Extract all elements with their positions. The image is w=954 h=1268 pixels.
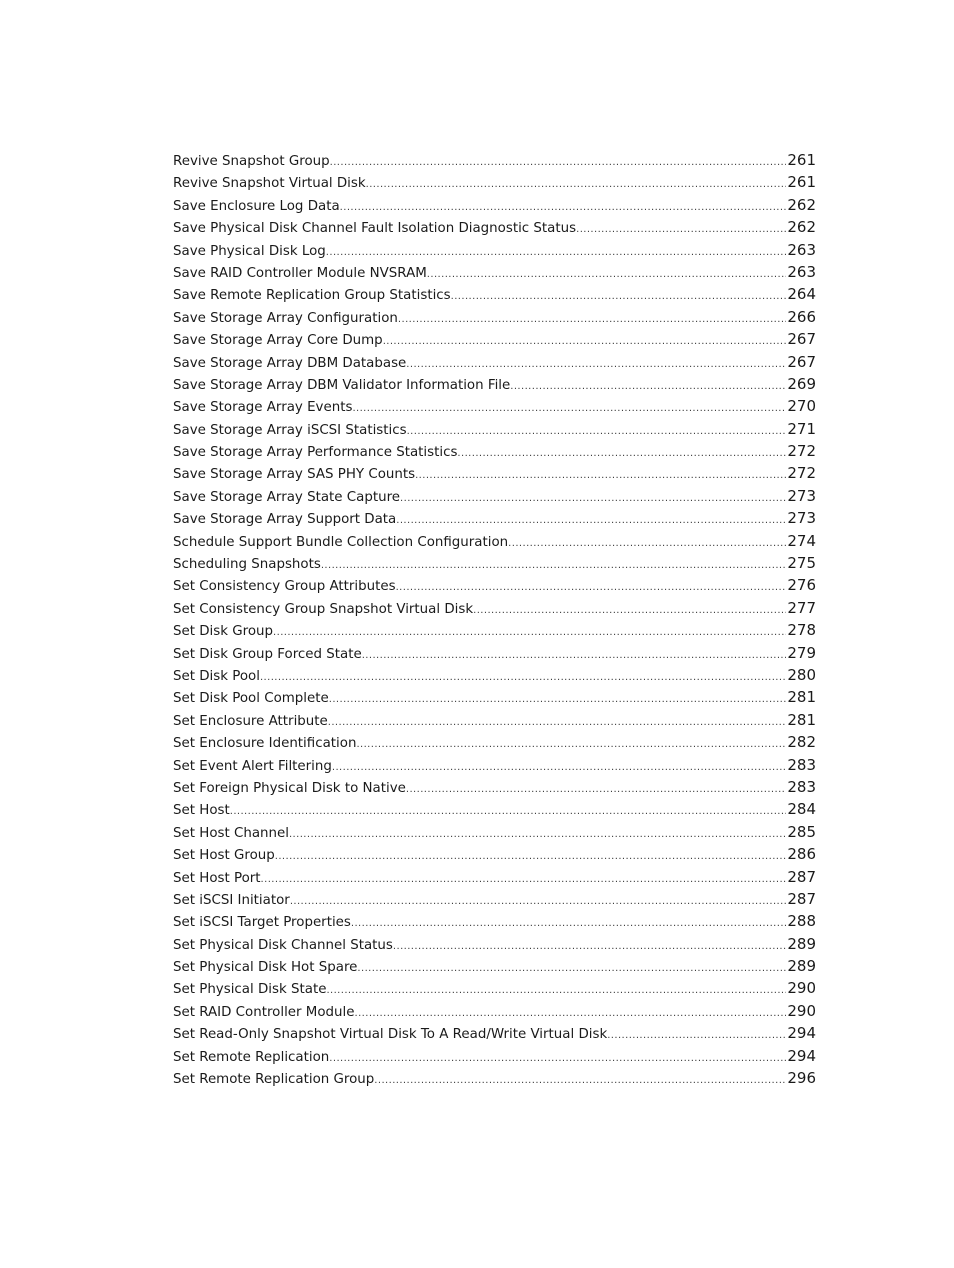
toc-entry-page-number: 294 bbox=[787, 1024, 816, 1043]
toc-entry[interactable] bbox=[173, 709, 816, 731]
toc-entry-title: Set Remote Replication Group bbox=[173, 1072, 375, 1088]
toc-entry-page-number: 283 bbox=[787, 777, 816, 796]
toc-entry-page-number: 283 bbox=[787, 755, 816, 774]
toc-entry[interactable] bbox=[173, 731, 816, 753]
toc-entry[interactable] bbox=[173, 194, 816, 216]
toc-entry-title: Set iSCSI Initiator bbox=[173, 892, 290, 908]
toc-dot-leader bbox=[326, 242, 787, 261]
toc-entry-title: Save Storage Array Events bbox=[173, 400, 353, 416]
toc-dot-leader bbox=[406, 354, 786, 373]
toc-entry[interactable] bbox=[173, 328, 816, 350]
toc-entry-page-number: 269 bbox=[787, 374, 816, 393]
toc-entry-title: Set Enclosure Attribute bbox=[173, 713, 328, 729]
toc-entry-title: Save Enclosure Log Data bbox=[173, 198, 340, 214]
toc-entry-title: Set Host Port bbox=[173, 870, 261, 886]
toc-dot-leader bbox=[340, 197, 787, 216]
toc-dot-leader bbox=[330, 152, 787, 171]
toc-entry-title: Schedule Support Bundle Collection Configuration bbox=[173, 534, 509, 550]
toc-dot-leader bbox=[576, 219, 786, 238]
toc-dot-leader bbox=[329, 689, 787, 708]
toc-entry-title: Scheduling Snapshots bbox=[173, 557, 321, 573]
toc-dot-leader bbox=[415, 465, 786, 484]
toc-entry-title: Set Consistency Group Attributes bbox=[173, 579, 396, 595]
toc-entry[interactable] bbox=[173, 776, 816, 798]
toc-entry[interactable] bbox=[173, 597, 816, 619]
toc-entry-title: Set Physical Disk State bbox=[173, 982, 327, 998]
toc-entry-page-number: 288 bbox=[787, 912, 816, 931]
toc-entry[interactable] bbox=[173, 933, 816, 955]
toc-dot-leader bbox=[393, 936, 786, 955]
toc-entry[interactable] bbox=[173, 485, 816, 507]
toc-entry-page-number: 282 bbox=[787, 733, 816, 752]
toc-entry-page-number: 290 bbox=[787, 979, 816, 998]
toc-dot-leader bbox=[351, 913, 786, 932]
toc-entry-page-number: 294 bbox=[787, 1046, 816, 1065]
toc-dot-leader bbox=[398, 309, 786, 328]
toc-entry-page-number: 267 bbox=[787, 352, 816, 371]
toc-entry-page-number: 287 bbox=[787, 867, 816, 886]
toc-dot-leader bbox=[275, 846, 787, 865]
toc-entry[interactable] bbox=[173, 754, 816, 776]
toc-entry-page-number: 289 bbox=[787, 934, 816, 953]
toc-dot-leader bbox=[356, 734, 786, 753]
toc-entry-page-number: 289 bbox=[787, 957, 816, 976]
toc-entry-title: Save Storage Array Core Dump bbox=[173, 333, 383, 349]
toc-entry-title: Save Storage Array iSCSI Statistics bbox=[173, 422, 407, 438]
toc-dot-leader bbox=[400, 488, 786, 507]
toc-entry-page-number: 287 bbox=[787, 889, 816, 908]
toc-dot-leader bbox=[473, 600, 786, 619]
toc-entry-page-number: 266 bbox=[787, 307, 816, 326]
toc-dot-leader bbox=[273, 622, 786, 641]
toc-entry-title: Set Host bbox=[173, 803, 230, 819]
toc-entry-title: Save Storage Array SAS PHY Counts bbox=[173, 467, 416, 483]
table-of-contents bbox=[173, 149, 816, 1089]
toc-entry[interactable] bbox=[173, 574, 816, 596]
toc-dot-leader bbox=[352, 398, 786, 417]
toc-dot-leader bbox=[362, 645, 787, 664]
toc-dot-leader bbox=[407, 421, 787, 440]
toc-entry-page-number: 278 bbox=[787, 621, 816, 640]
toc-entry-title: Set Enclosure Identification bbox=[173, 736, 357, 752]
toc-entry-title: Save Storage Array DBM Database bbox=[173, 355, 407, 371]
toc-dot-leader bbox=[383, 331, 787, 350]
toc-dot-leader bbox=[508, 533, 786, 552]
toc-entry[interactable] bbox=[173, 888, 816, 910]
toc-entry-page-number: 285 bbox=[787, 822, 816, 841]
toc-entry-page-number: 272 bbox=[787, 464, 816, 483]
toc-entry-title: Revive Snapshot Virtual Disk bbox=[173, 176, 366, 192]
toc-entry-title: Set RAID Controller Module bbox=[173, 1004, 355, 1020]
toc-entry[interactable] bbox=[173, 395, 816, 417]
toc-entry-page-number: 281 bbox=[787, 710, 816, 729]
toc-entry-title: Set Read-Only Snapshot Virtual Disk To A Read/Write Virtual Disk bbox=[173, 1027, 608, 1043]
toc-entry[interactable] bbox=[173, 552, 816, 574]
toc-entry-title: Set Disk Pool bbox=[173, 668, 260, 684]
toc-entry[interactable] bbox=[173, 351, 816, 373]
toc-entry[interactable] bbox=[173, 507, 816, 529]
toc-entry-title: Set Host Channel bbox=[173, 825, 289, 841]
toc-entry-title: Save Physical Disk Channel Fault Isolation Diagnostic Status bbox=[173, 221, 577, 237]
toc-entry-page-number: 276 bbox=[787, 576, 816, 595]
toc-entry-page-number: 261 bbox=[787, 151, 816, 169]
toc-entry[interactable] bbox=[173, 866, 816, 888]
toc-entry[interactable] bbox=[173, 373, 816, 395]
toc-entry-title: Set Foreign Physical Disk to Native bbox=[173, 780, 406, 796]
toc-entry-page-number: 264 bbox=[787, 285, 816, 304]
toc-dot-leader bbox=[355, 1003, 787, 1022]
toc-entry-page-number: 277 bbox=[787, 598, 816, 617]
toc-dot-leader bbox=[427, 264, 787, 283]
toc-entry-title: Save Storage Array Performance Statistics bbox=[173, 445, 458, 461]
toc-entry[interactable] bbox=[173, 642, 816, 664]
toc-entry[interactable] bbox=[173, 283, 816, 305]
toc-dot-leader bbox=[289, 824, 786, 843]
toc-entry-page-number: 290 bbox=[787, 1001, 816, 1020]
toc-entry[interactable] bbox=[173, 462, 816, 484]
toc-dot-leader bbox=[457, 443, 786, 462]
toc-entry-title: Set Disk Group bbox=[173, 624, 274, 640]
toc-entry-title: Save Remote Replication Group Statistics bbox=[173, 288, 451, 304]
toc-entry-page-number: 281 bbox=[787, 688, 816, 707]
toc-entry[interactable] bbox=[173, 910, 816, 932]
toc-entry-title: Set Disk Group Forced State bbox=[173, 646, 362, 662]
toc-entry-page-number: 279 bbox=[787, 643, 816, 662]
toc-dot-leader bbox=[396, 510, 786, 529]
toc-dot-leader bbox=[326, 980, 786, 999]
toc-dot-leader bbox=[374, 1070, 786, 1089]
toc-entry[interactable] bbox=[173, 1022, 816, 1044]
toc-entry[interactable] bbox=[173, 239, 816, 261]
toc-entry-page-number: 262 bbox=[787, 218, 816, 237]
toc-entry-page-number: 262 bbox=[787, 195, 816, 214]
toc-entry[interactable] bbox=[173, 530, 816, 552]
toc-entry-page-number: 271 bbox=[787, 419, 816, 438]
toc-entry[interactable] bbox=[173, 261, 816, 283]
toc-entry-page-number: 296 bbox=[787, 1069, 816, 1088]
toc-dot-leader bbox=[260, 667, 786, 686]
toc-entry[interactable] bbox=[173, 149, 816, 171]
toc-entry-title: Save Storage Array Configuration bbox=[173, 310, 398, 326]
toc-entry-page-number: 272 bbox=[787, 442, 816, 461]
toc-entry[interactable] bbox=[173, 821, 816, 843]
toc-entry-title: Set Event Alert Filtering bbox=[173, 758, 332, 774]
toc-entry[interactable] bbox=[173, 306, 816, 328]
toc-entry-title: Set Consistency Group Snapshot Virtual Disk bbox=[173, 601, 474, 617]
toc-entry-title: Save Storage Array State Capture bbox=[173, 489, 401, 505]
toc-dot-leader bbox=[321, 555, 787, 574]
toc-dot-leader bbox=[261, 869, 787, 888]
toc-dot-leader bbox=[510, 376, 786, 395]
toc-entry-title: Set Remote Replication bbox=[173, 1049, 330, 1065]
toc-entry-page-number: 267 bbox=[787, 330, 816, 349]
toc-entry-page-number: 273 bbox=[787, 486, 816, 505]
toc-dot-leader bbox=[366, 174, 787, 193]
toc-dot-leader bbox=[396, 577, 787, 596]
toc-entry-page-number: 284 bbox=[787, 800, 816, 819]
toc-dot-leader bbox=[328, 712, 787, 731]
toc-entry[interactable] bbox=[173, 1067, 816, 1089]
toc-entry[interactable] bbox=[173, 664, 816, 686]
toc-entry[interactable] bbox=[173, 843, 816, 865]
toc-entry-title: Set Host Group bbox=[173, 848, 275, 864]
toc-dot-leader bbox=[329, 1048, 786, 1067]
toc-entry[interactable] bbox=[173, 440, 816, 462]
toc-entry-page-number: 273 bbox=[787, 509, 816, 528]
toc-dot-leader bbox=[230, 801, 787, 820]
toc-dot-leader bbox=[451, 286, 787, 305]
toc-entry[interactable] bbox=[173, 216, 816, 238]
toc-entry[interactable] bbox=[173, 1000, 816, 1022]
toc-entry-page-number: 274 bbox=[787, 531, 816, 550]
toc-dot-leader bbox=[357, 958, 786, 977]
toc-entry[interactable] bbox=[173, 955, 816, 977]
toc-entry-page-number: 286 bbox=[787, 845, 816, 864]
toc-entry-title: Set iSCSI Target Properties bbox=[173, 915, 351, 931]
toc-entry-page-number: 263 bbox=[787, 262, 816, 281]
toc-entry-page-number: 261 bbox=[787, 173, 816, 192]
toc-entry-title: Set Physical Disk Hot Spare bbox=[173, 960, 358, 976]
toc-entry-title: Save Storage Array DBM Validator Information File bbox=[173, 377, 511, 393]
toc-entry-page-number: 270 bbox=[787, 397, 816, 416]
toc-entry[interactable] bbox=[173, 686, 816, 708]
toc-entry-title: Save Physical Disk Log bbox=[173, 243, 326, 259]
toc-entry-title: Save Storage Array Support Data bbox=[173, 512, 397, 528]
toc-entry-page-number: 275 bbox=[787, 554, 816, 573]
toc-dot-leader bbox=[406, 779, 786, 798]
toc-entry-title: Save RAID Controller Module NVSRAM bbox=[173, 265, 427, 281]
toc-dot-leader bbox=[607, 1025, 786, 1044]
toc-dot-leader bbox=[332, 757, 786, 776]
toc-entry-title: Set Disk Pool Complete bbox=[173, 691, 329, 707]
toc-entry[interactable] bbox=[173, 798, 816, 820]
toc-dot-leader bbox=[290, 891, 787, 910]
toc-entry[interactable] bbox=[173, 1045, 816, 1067]
toc-entry-page-number: 263 bbox=[787, 240, 816, 259]
toc-entry[interactable] bbox=[173, 171, 816, 193]
toc-entry-title: Revive Snapshot Group bbox=[173, 154, 330, 169]
toc-entry-title: Set Physical Disk Channel Status bbox=[173, 937, 393, 953]
toc-entry[interactable] bbox=[173, 418, 816, 440]
toc-entry[interactable] bbox=[173, 977, 816, 999]
toc-entry[interactable] bbox=[173, 619, 816, 641]
toc-entry-page-number: 280 bbox=[787, 665, 816, 684]
